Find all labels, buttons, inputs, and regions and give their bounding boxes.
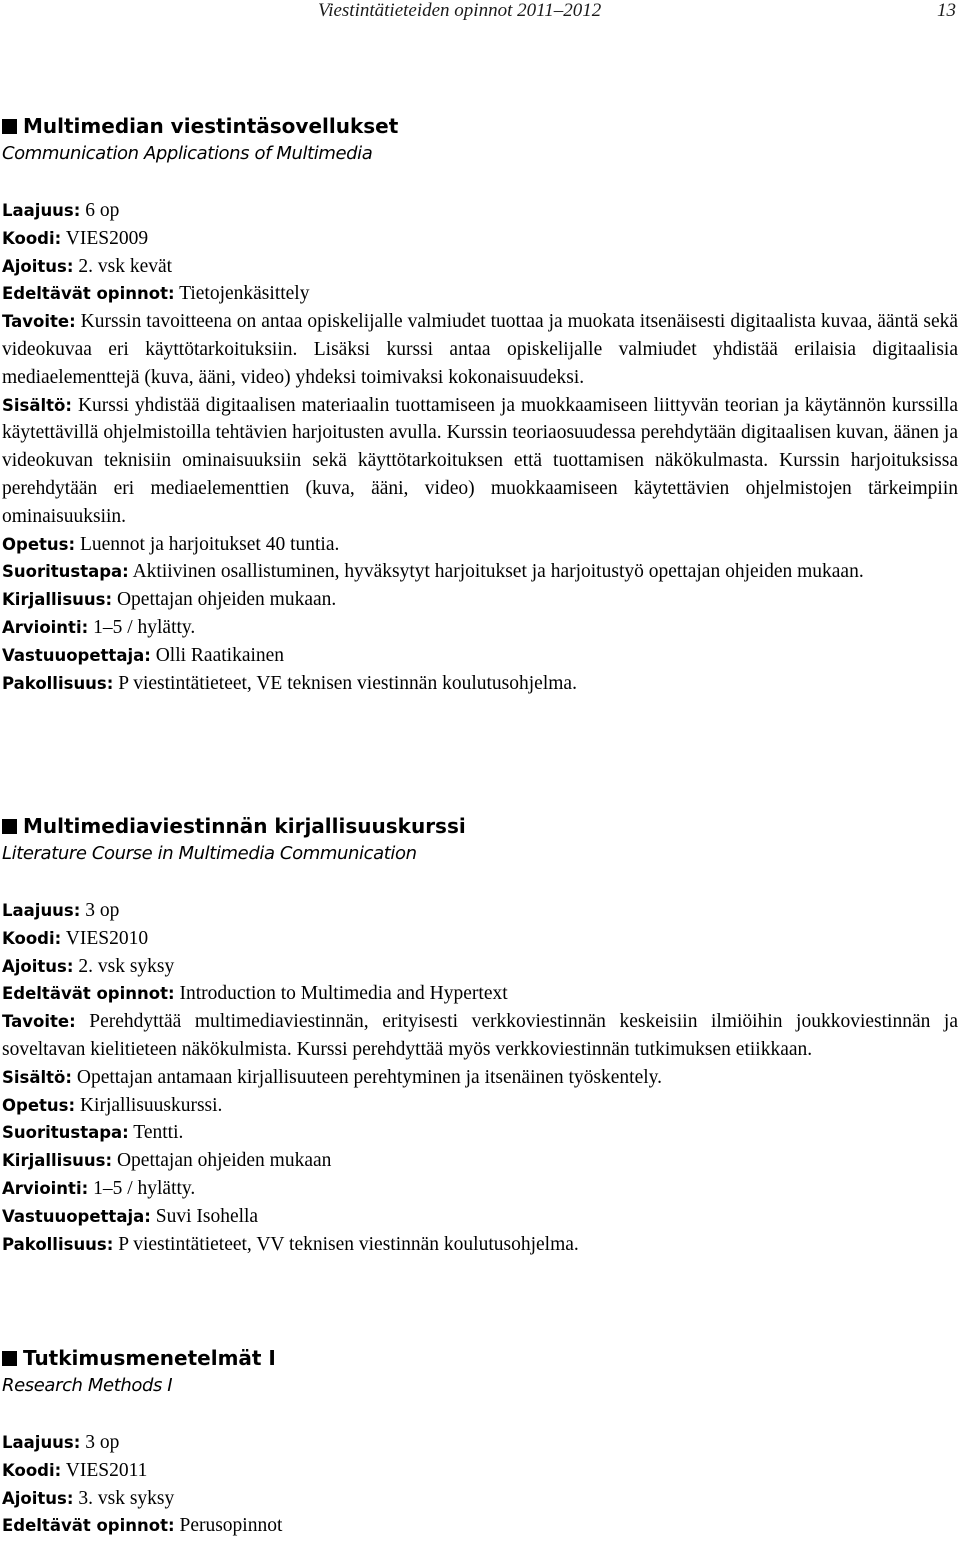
field-value: 1–5 / hylätty. — [88, 1177, 196, 1199]
field-value: 2. vsk syksy — [73, 955, 175, 977]
running-header-title: Viestintätieteiden opinnot 2011–2012 — [318, 0, 602, 21]
field-label: Laajuus: — [2, 901, 81, 920]
course-subtitle: Literature Course in Multimedia Communication — [2, 843, 417, 864]
field-sisalto — [2, 1064, 958, 1092]
field-pakollisuus — [2, 670, 958, 698]
field-ajoitus — [2, 953, 958, 981]
field-value: 3 op — [80, 1432, 120, 1453]
field-label: Kirjallisuus: — [2, 590, 113, 610]
field-ajoitus — [2, 253, 958, 281]
field-value: Perehdyttää multimediaviestinnän, erityisesti verkkoviestinnän keskeisiin ilmiöihin joukkoviestinnän ja soveltavan kielitieteen näkökulmista. Kurssi perehdyttää myös verkkoviestinnän tutkimuksen etiikkaan. — [2, 1011, 958, 1060]
field-value: Suvi Isohella — [150, 1205, 259, 1227]
field-label: Vastuuopettaja: — [2, 645, 151, 665]
field-value: Tentti. — [128, 1122, 184, 1144]
field-suoritustapa — [2, 558, 958, 586]
field-label: Suoritustapa: — [2, 1123, 129, 1143]
field-value: 1–5 / hylätty. — [88, 616, 196, 638]
field-label: Pakollisuus: — [2, 1234, 114, 1254]
field-value: 3. vsk syksy — [73, 1487, 175, 1509]
field-value: Aktiivinen osallistuminen, hyväksytyt harjoitukset ja harjoitustyö opettajan ohjeiden mukaan. — [128, 561, 864, 583]
field-edeltavat-opinnot — [2, 280, 958, 308]
field-value: Olli Raatikainen — [150, 644, 285, 666]
field-suoritustapa — [2, 1119, 958, 1147]
course-subtitle: Communication Applications of Multimedia — [2, 143, 373, 164]
field-value: Opettajan ohjeiden mukaan — [112, 1150, 332, 1172]
field-tavoite — [2, 308, 958, 391]
field-label: Pakollisuus: — [2, 673, 114, 693]
field-value: VIES2009 — [61, 227, 149, 249]
field-label: Edeltävät opinnot: — [2, 284, 175, 304]
field-sisalto — [2, 392, 958, 531]
course-section — [2, 812, 958, 1258]
field-label: Arviointi: — [2, 617, 89, 637]
field-vastuuopettaja — [2, 1203, 958, 1231]
field-label: Tavoite: — [2, 1012, 76, 1032]
field-arviointi — [2, 1175, 958, 1203]
field-value: 3 op — [80, 900, 120, 921]
field-value: 2. vsk kevät — [73, 255, 173, 277]
field-label: Ajoitus: — [2, 256, 74, 276]
field-label: Opetus: — [2, 1095, 76, 1115]
field-laajuus — [2, 197, 958, 225]
square-bullet-icon — [2, 119, 17, 134]
field-laajuus — [2, 1429, 958, 1457]
field-value: Kurssi yhdistää digitaalisen materiaalin tuottamiseen ja muokkaamiseen liittyvän teorian ja käytännön kurssilla käytettävillä ohjelmistoilla tehtävien harjoitusten avulla. Kurssin teoriaosuudessa perehdytään digitaalisen kuvan, äänen ja videokuvan teknisiin ominaisuuksiin sekä käyttötarkoituksen että tuottamisen näkökulmasta. Kurssin harjoituksissa perehdytään eri mediaelementtien (kuva, ääni, video) muokkaamiseen käytettävien ohjelmistojen tärkeimpiin ominaisuuksiin. — [2, 394, 958, 527]
course-title-text: Multimedian viestintäsovellukset — [23, 114, 399, 138]
field-kirjallisuus — [2, 586, 958, 614]
field-label: Sisältö: — [2, 395, 72, 415]
field-value: Opettajan antamaan kirjallisuuteen perehtyminen ja itsenäinen työskentely. — [71, 1066, 663, 1088]
field-label: Kirjallisuus: — [2, 1151, 113, 1171]
course-section — [2, 1344, 958, 1540]
course-title-text: Tutkimusmenetelmät I — [23, 1346, 276, 1370]
field-pakollisuus — [2, 1231, 958, 1259]
field-label: Edeltävät opinnot: — [2, 1516, 175, 1536]
field-tavoite — [2, 1008, 958, 1064]
square-bullet-icon — [2, 1351, 17, 1366]
field-value: P viestintätieteet, VE teknisen viestinnän koulutusohjelma. — [113, 672, 577, 694]
field-edeltavat-opinnot — [2, 980, 958, 1008]
field-value: Tietojenkäsittely — [174, 283, 310, 305]
field-value: Luennot ja harjoitukset 40 tuntia. — [75, 533, 340, 555]
field-label: Ajoitus: — [2, 956, 74, 976]
field-label: Tavoite: — [2, 312, 76, 332]
course-title — [2, 812, 958, 840]
field-label: Arviointi: — [2, 1178, 89, 1198]
field-label: Opetus: — [2, 534, 76, 554]
field-value: VIES2010 — [61, 927, 149, 949]
field-koodi — [2, 225, 958, 253]
field-label: Laajuus: — [2, 201, 81, 220]
course-title — [2, 112, 958, 140]
field-label: Koodi: — [2, 1460, 62, 1480]
field-label: Edeltävät opinnot: — [2, 984, 175, 1004]
field-label: Vastuuopettaja: — [2, 1206, 151, 1226]
field-laajuus — [2, 897, 958, 925]
field-value: Perusopinnot — [174, 1515, 283, 1537]
field-koodi — [2, 1457, 958, 1485]
field-koodi — [2, 925, 958, 953]
square-bullet-icon — [2, 819, 17, 834]
page-header — [0, 0, 960, 30]
page-number: 13 — [937, 0, 956, 21]
field-opetus — [2, 531, 958, 559]
field-arviointi — [2, 614, 958, 642]
course-subtitle: Research Methods I — [2, 1375, 173, 1396]
field-value: 6 op — [80, 200, 120, 221]
course-title-text: Multimediaviestinnän kirjallisuuskurssi — [23, 814, 466, 838]
field-value: Opettajan ohjeiden mukaan. — [112, 589, 337, 611]
field-value: Kurssin tavoitteena on antaa opiskelijalle valmiudet tuottaa ja muokata itsenäisesti digitaalista kuvaa, ääntä sekä videokuvaa eri käyttötarkoituksiin. Lisäksi kurssi antaa opiskelijalle valmiudet yhdistää erilaisia digitaalisia mediaelementtejä (kuva, ääni, video) yhdeksi toimivaksi kokonaisuudeksi. — [2, 311, 958, 388]
field-label: Suoritustapa: — [2, 562, 129, 582]
field-value: Kirjallisuuskurssi. — [75, 1094, 223, 1116]
field-label: Sisältö: — [2, 1067, 72, 1087]
field-value: Introduction to Multimedia and Hypertext — [174, 983, 508, 1005]
course-section — [2, 112, 958, 697]
field-ajoitus — [2, 1485, 958, 1513]
field-label: Laajuus: — [2, 1433, 81, 1452]
field-kirjallisuus — [2, 1147, 958, 1175]
field-label: Ajoitus: — [2, 1488, 74, 1508]
field-label: Koodi: — [2, 228, 62, 248]
course-title — [2, 1344, 958, 1372]
field-value: VIES2011 — [61, 1459, 148, 1481]
field-label: Koodi: — [2, 928, 62, 948]
field-vastuuopettaja — [2, 642, 958, 670]
field-value: P viestintätieteet, VV teknisen viestinnän koulutusohjelma. — [113, 1233, 579, 1255]
field-opetus — [2, 1092, 958, 1120]
field-edeltavat-opinnot — [2, 1512, 958, 1540]
